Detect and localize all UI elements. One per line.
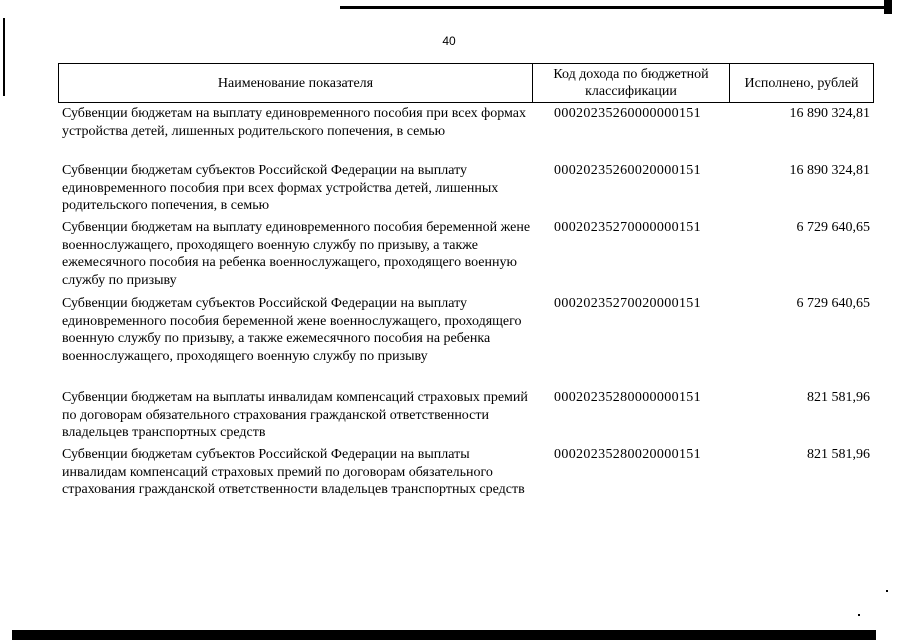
scan-border-bottom <box>12 630 876 640</box>
row-name: Субвенции бюджетам субъектов Российской Федерации на выплату единовременного пособия беременной жене военнослужащего, проходящего военную службу по призыву, а также ежемесячного пособия на ребенка военнослужащего, проходящего военную службу по призыву <box>62 296 522 364</box>
row-executed: 6 729 640,65 <box>796 220 870 235</box>
row-code: 00020235260020000151 <box>554 163 701 178</box>
row-code: 00020235270000000151 <box>554 220 701 235</box>
row-executed: 16 890 324,81 <box>789 163 870 178</box>
page-number: 40 <box>442 34 456 48</box>
row-name: Субвенции бюджетам на выплату единовременного пособия при всех формах устройства детей, лишенных родительского попечения, в семью <box>62 106 526 139</box>
row-executed: 16 890 324,81 <box>789 106 870 121</box>
table-header <box>58 63 874 103</box>
scan-speck <box>886 590 888 592</box>
row-executed: 6 729 640,65 <box>796 296 870 311</box>
row-executed: 821 581,96 <box>807 390 870 405</box>
scan-border-left <box>3 18 5 96</box>
row-code: 00020235280000000151 <box>554 390 701 405</box>
row-code: 00020235270020000151 <box>554 296 701 311</box>
row-name: Субвенции бюджетам субъектов Российской Федерации на выплаты инвалидам компенсаций страховых премий по договорам обязательного страхования гражданской ответственности владельцев транспортных средств <box>62 447 525 497</box>
row-name: Субвенции бюджетам субъектов Российской Федерации на выплату единовременного пособия при всех формах устройства детей, лишенных родительского попечения, в семью <box>62 163 499 213</box>
row-executed: 821 581,96 <box>807 447 870 462</box>
row-name: Субвенции бюджетам на выплаты инвалидам компенсаций страховых премий по договорам обязательного страхования гражданской ответственности владельцев транспортных средств <box>62 390 528 440</box>
scan-border-top <box>340 6 892 9</box>
row-name: Субвенции бюджетам на выплату единовременного пособия беременной жене военнослужащего, проходящего военную службу по призыву, а также ежемесячного пособия на ребенка военнослужащего, проходящего военную службу по призыву <box>62 220 531 288</box>
scan-border-top-corner <box>884 0 892 14</box>
scan-speck <box>858 614 860 616</box>
header-name: Наименование показателя <box>59 64 533 102</box>
header-executed: Исполнено, рублей <box>744 75 859 91</box>
row-code: 00020235260000000151 <box>554 106 701 121</box>
header-code: Код дохода по бюджетной классификации <box>533 64 730 102</box>
row-code: 00020235280020000151 <box>554 447 701 462</box>
